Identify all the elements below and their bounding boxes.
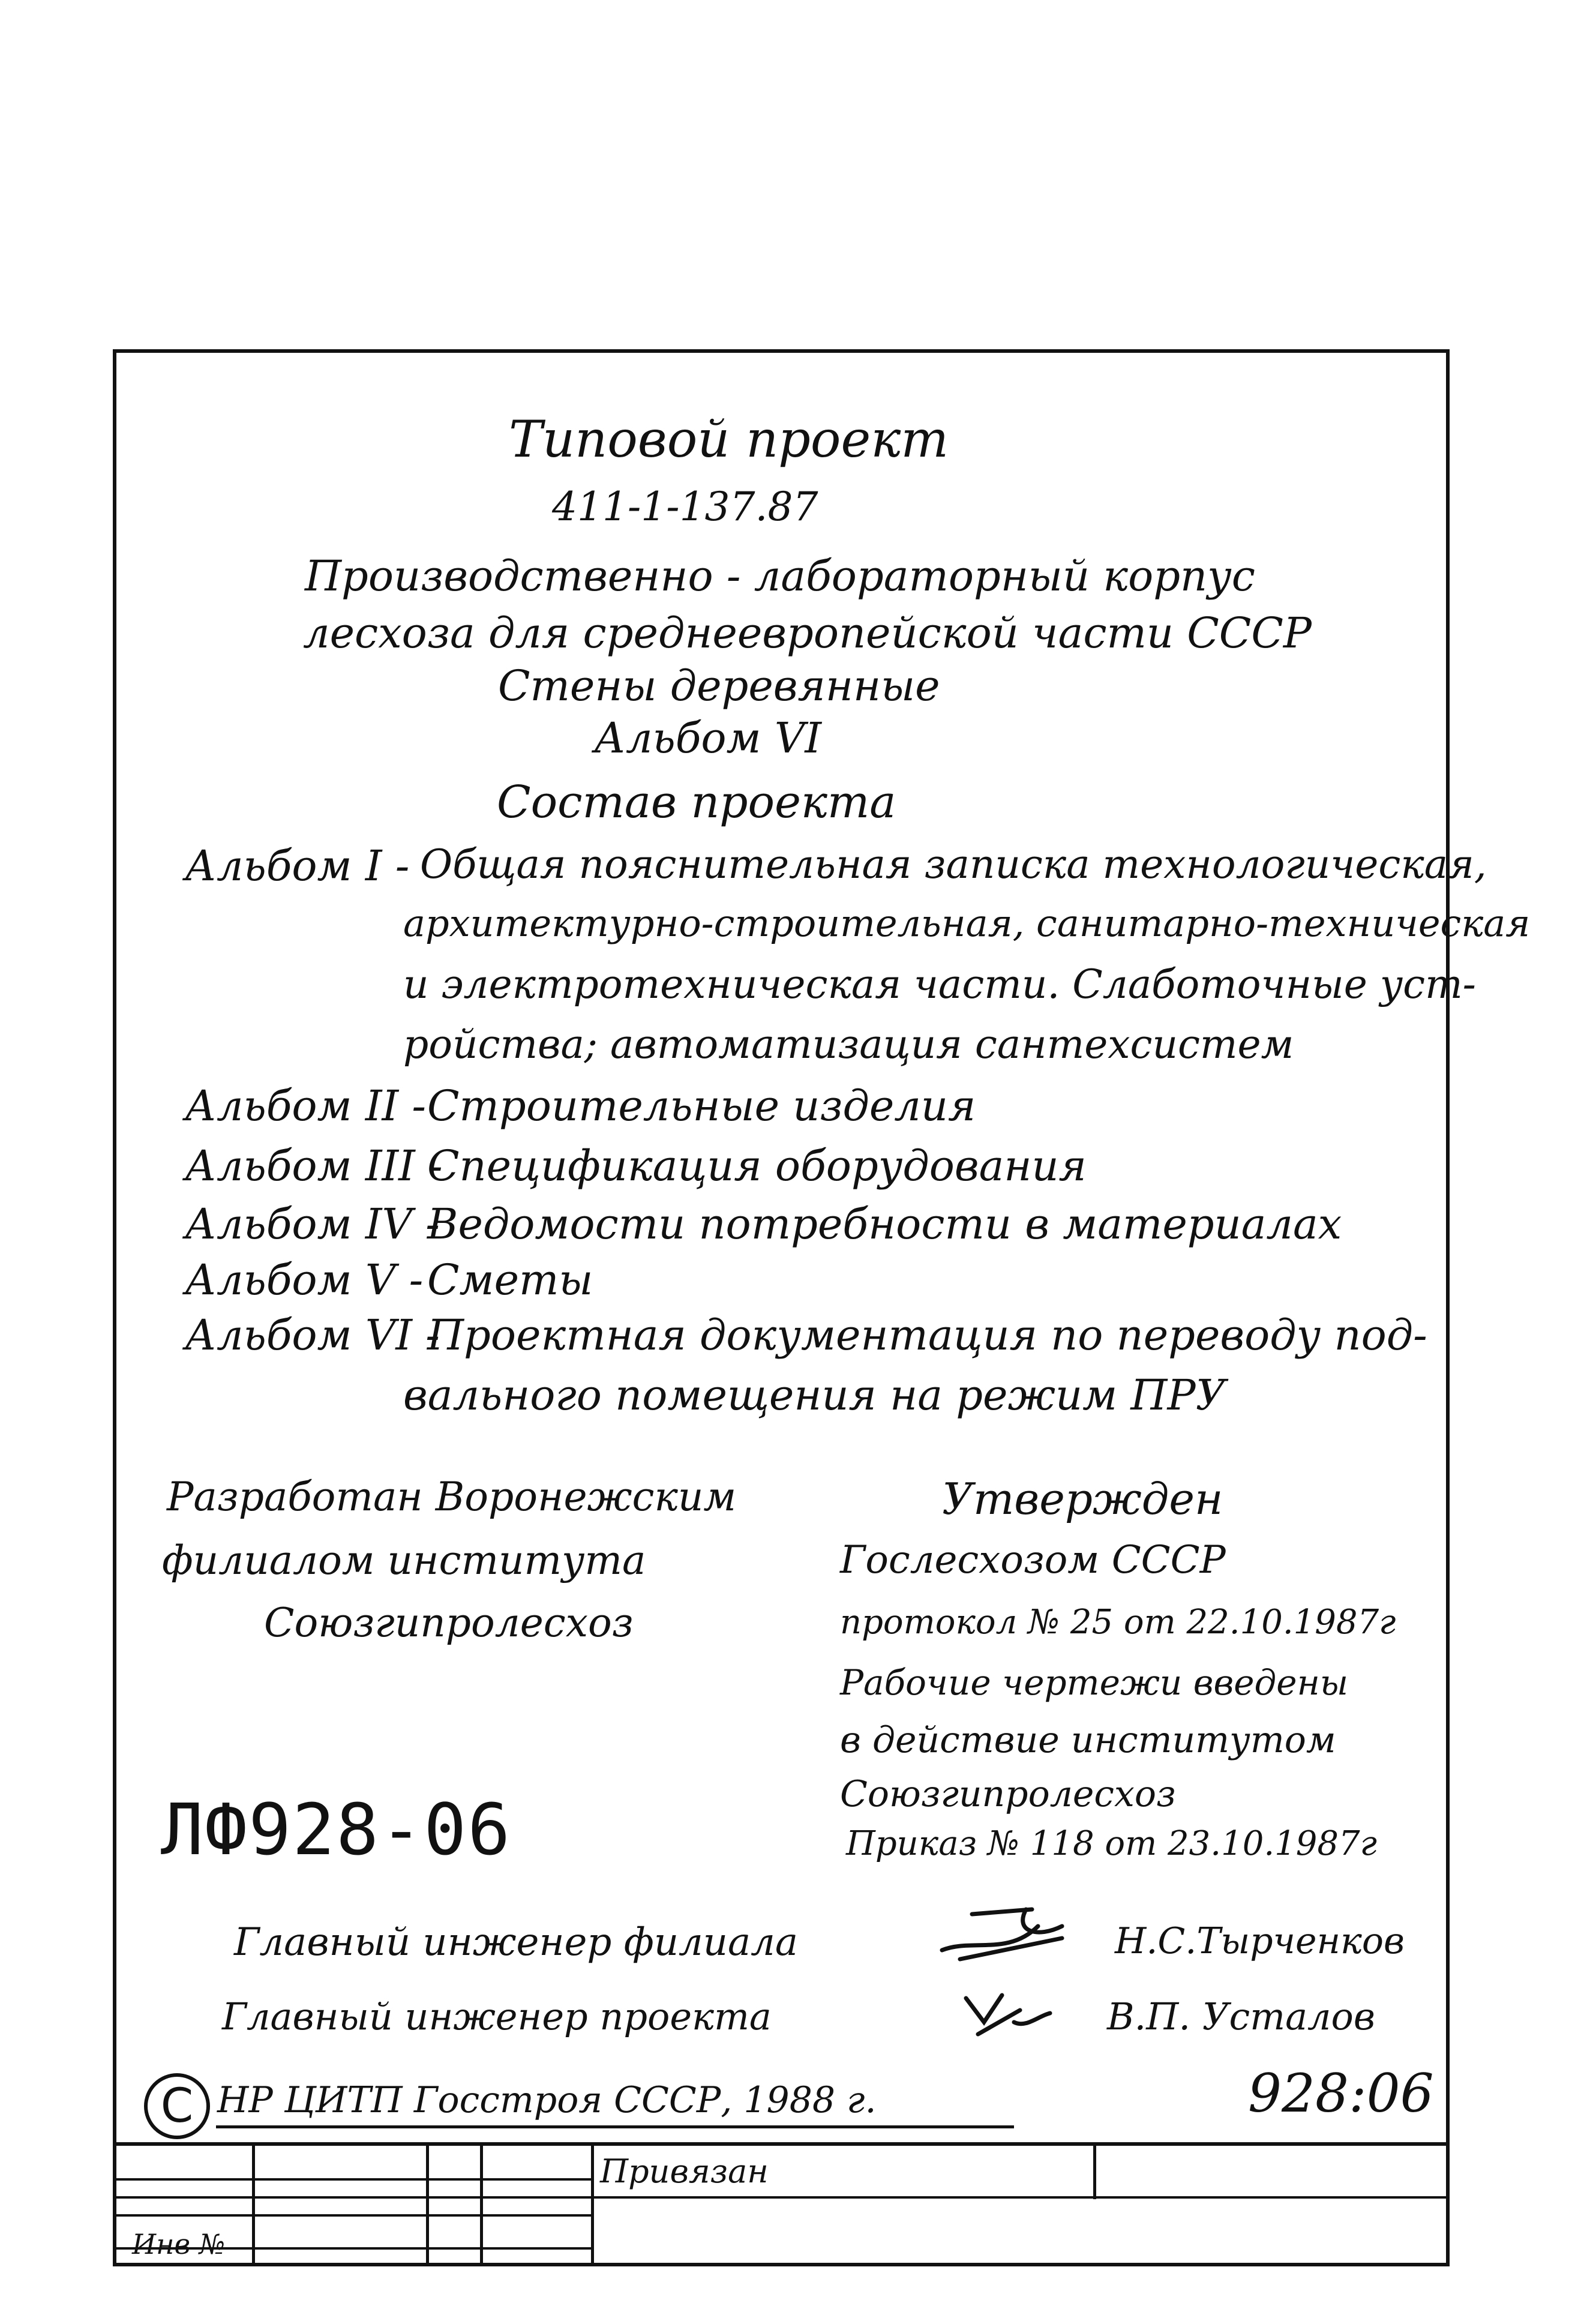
signature-mark-2 bbox=[960, 1986, 1056, 2046]
project-line-3: Стены деревянные bbox=[498, 661, 940, 710]
album-6-label: Альбом VI - bbox=[185, 1311, 440, 1360]
chief-project-name: В.П. Усталов bbox=[1107, 1995, 1375, 2038]
copyright-icon: C bbox=[144, 2073, 210, 2139]
album-2-text: Строительные изделия bbox=[427, 1081, 976, 1130]
title-block-top-line bbox=[113, 2142, 1450, 2146]
composition-heading: Состав проекта bbox=[497, 776, 896, 828]
project-line-1: Производственно - лабораторный корпус bbox=[305, 551, 1255, 601]
project-line-2: лесхоза для среднеевропейской части СССР bbox=[303, 608, 1312, 658]
album-1-text-1: Общая пояснительная записка технологическая, bbox=[420, 841, 1487, 887]
album-number: Альбом VI bbox=[594, 713, 822, 763]
archive-code: ЛФ928-06 bbox=[161, 1788, 512, 1871]
album-1-text-3: и электротехническая части. Слаботочные уст- bbox=[403, 961, 1476, 1007]
chief-branch-label: Главный инженер филиала bbox=[234, 1920, 799, 1965]
title-block-col-line bbox=[1093, 2142, 1096, 2199]
approval-line-4: Рабочие чертежи введены bbox=[840, 1662, 1349, 1703]
copyright-underline bbox=[216, 2125, 1014, 2128]
album-4-text: Ведомости потребности в материалах bbox=[427, 1200, 1342, 1249]
title-block-col-line bbox=[591, 2142, 594, 2266]
developer-line-1: Разработан Воронежским bbox=[167, 1474, 737, 1520]
developer-line-3: Союзгипролесхоз bbox=[264, 1600, 634, 1646]
album-1-text-4: ройства; автоматизация сантехсистем bbox=[403, 1021, 1294, 1067]
title-block-row-line bbox=[113, 2214, 593, 2217]
title-block-divider bbox=[113, 2196, 1450, 2199]
approval-line-3: протокол № 25 от 22.10.1987г bbox=[840, 1603, 1396, 1642]
project-number: 411-1-137.87 bbox=[552, 484, 818, 530]
binding-label: Привязан bbox=[600, 2152, 769, 2190]
album-6-text-1: Проектная документация по переводу под- bbox=[427, 1311, 1427, 1360]
inventory-label: Инв № bbox=[132, 2228, 226, 2260]
chief-branch-name: Н.С.Тырченков bbox=[1115, 1920, 1405, 1962]
approval-line-5: в действие институтом bbox=[840, 1719, 1336, 1761]
album-3-text: Спецификация оборудования bbox=[427, 1141, 1087, 1191]
approval-line-7: Приказ № 118 от 23.10.1987г bbox=[846, 1824, 1377, 1863]
chief-project-label: Главный инженер проекта bbox=[222, 1995, 772, 2038]
signature-mark-1 bbox=[936, 1902, 1074, 1968]
title-block-row-line bbox=[113, 2178, 593, 2181]
title-block-col-line bbox=[426, 2142, 429, 2266]
album-3-label: Альбом III - bbox=[185, 1141, 443, 1191]
title-block-col-line bbox=[252, 2142, 255, 2266]
album-4-label: Альбом IV - bbox=[185, 1200, 440, 1249]
album-5-text: Сметы bbox=[427, 1255, 593, 1305]
album-1-text-2: архитектурно-строительная, санитарно-техническая bbox=[403, 901, 1531, 945]
copyright-text: НР ЦИТП Госстроя СССР, 1988 г. bbox=[217, 2079, 877, 2121]
title-block-col-line bbox=[480, 2142, 483, 2266]
approval-line-1: Утвержден bbox=[942, 1474, 1223, 1524]
album-1-label: Альбом I - bbox=[185, 841, 410, 890]
album-6-text-2: вального помещения на режим ПРУ bbox=[403, 1371, 1226, 1420]
project-title: Типовой проект bbox=[509, 410, 949, 469]
developer-line-2: филиалом института bbox=[162, 1537, 646, 1584]
album-2-label: Альбом II - bbox=[185, 1081, 427, 1130]
approval-line-6: Союзгипролесхоз bbox=[840, 1773, 1176, 1815]
sheet-code: 928:06 bbox=[1248, 2062, 1434, 2124]
approval-line-2: Гослесхозом СССР bbox=[840, 1538, 1226, 1582]
album-5-label: Альбом V - bbox=[185, 1255, 424, 1305]
